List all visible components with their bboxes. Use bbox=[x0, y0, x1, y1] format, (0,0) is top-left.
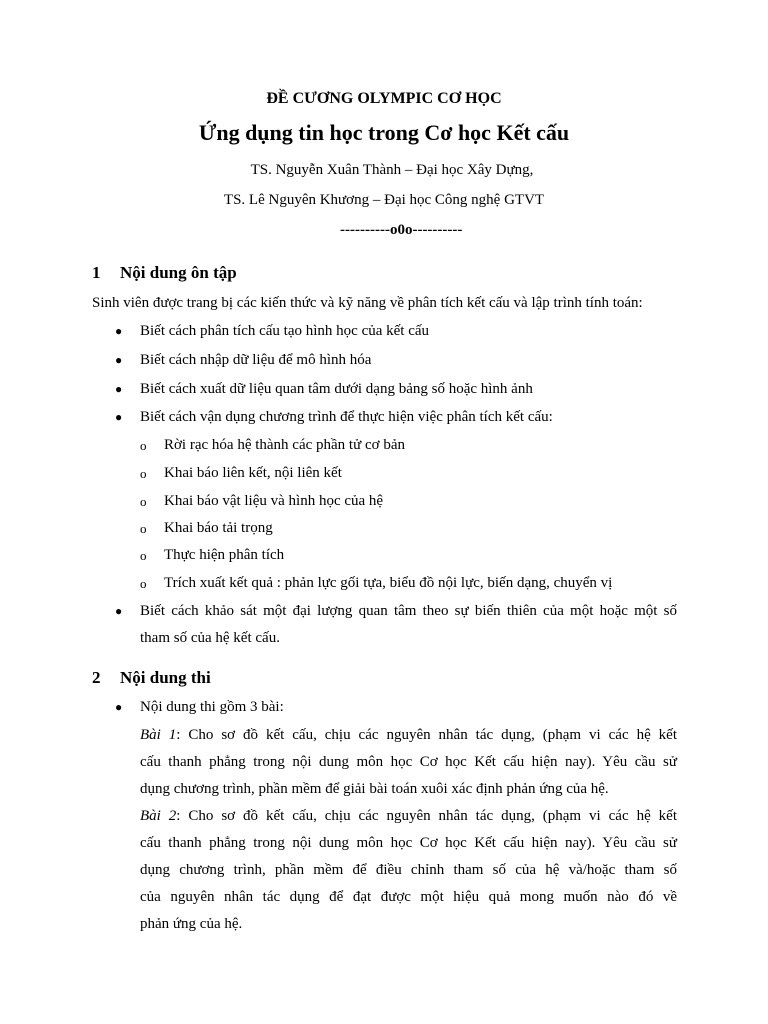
document-subtitle: Ứng dụng tin học trong Cơ học Kết cấu bbox=[198, 120, 570, 145]
text-line bbox=[140, 722, 677, 749]
bullet-icon: ● bbox=[115, 604, 123, 618]
list-item-text: Biết cách phân tích cấu tạo hình học của kết cấu bbox=[140, 323, 430, 339]
circle-bullet-icon: o bbox=[140, 521, 147, 536]
bai-2-label: Bài 2 bbox=[140, 808, 177, 824]
bullet-icon: ● bbox=[115, 700, 123, 714]
bai-1-label: Bài 1 bbox=[140, 727, 177, 743]
list-item-text: Biết cách xuất dữ liệu quan tâm dưới dạng bảng số hoặc hình ảnh bbox=[140, 381, 533, 397]
bai-2-line-1: : Cho sơ đồ kết cấu, chịu các nguyên nhân tác dụng, (phạm vi các hệ kết bbox=[176, 808, 677, 824]
exam-bai-2 bbox=[140, 803, 677, 938]
text-line: của nguyên nhân tác dụng để đạt được một hiệu quả mong muốn nào đó về bbox=[140, 889, 677, 905]
sub-list-item-text: Khai báo tải trọng bbox=[164, 520, 273, 536]
text-line: dụng chương trình, phần mềm để giải bài toán xuôi xác định phản ứng của hệ. bbox=[140, 781, 609, 797]
sub-list-item-text: Trích xuất kết quả : phản lực gối tựa, biểu đồ nội lực, biến dạng, chuyển vị bbox=[164, 575, 613, 591]
list-item-text: Biết cách nhập dữ liệu để mô hình hóa bbox=[140, 352, 372, 368]
sub-list-item-text: Khai báo liên kết, nội liên kết bbox=[164, 465, 342, 481]
bullet-icon: ● bbox=[115, 353, 123, 367]
exam-bai-1 bbox=[140, 722, 677, 803]
section-title: Nội dung ôn tập bbox=[120, 263, 237, 282]
section-2-heading bbox=[92, 667, 211, 689]
section-title: Nội dung thi bbox=[120, 668, 211, 687]
sub-list-item-text: Khai báo vật liệu và hình học của hệ bbox=[164, 493, 384, 509]
circle-bullet-icon: o bbox=[140, 576, 147, 591]
circle-bullet-icon: o bbox=[140, 494, 147, 509]
bullet-icon: ● bbox=[115, 410, 123, 424]
list-item-text: Biết cách vận dụng chương trình để thực hiện việc phân tích kết cấu: bbox=[140, 409, 553, 425]
author-line-1: TS. Nguyễn Xuân Thành – Đại học Xây Dựng, bbox=[250, 162, 534, 178]
bai-1-line-1: : Cho sơ đồ kết cấu, chịu các nguyên nhân tác dụng, (phạm vi các hệ kết bbox=[176, 727, 677, 743]
text-line: phản ứng của hệ. bbox=[140, 916, 243, 932]
text-line: cấu thanh phẳng trong nội dung môn học Cơ học Kết cấu hiện nay). Yêu cầu sử bbox=[140, 754, 677, 770]
circle-bullet-icon: o bbox=[140, 438, 147, 453]
text-line: cấu thanh phẳng trong nội dung môn học Cơ học Kết cấu hiện nay). Yêu cầu sử bbox=[140, 835, 677, 851]
text-line: dụng chương trình, phần mềm để điều chỉnh tham số của hệ và/hoặc tham số bbox=[140, 862, 677, 878]
list-item-text bbox=[140, 598, 677, 652]
section-number: 2 bbox=[92, 668, 101, 687]
sub-list-item-text: Rời rạc hóa hệ thành các phần tử cơ bản bbox=[164, 437, 405, 453]
circle-bullet-icon: o bbox=[140, 466, 147, 481]
text-line: Biết cách khảo sát một đại lượng quan tâm theo sự biến thiên của một hoặc một số bbox=[140, 603, 677, 619]
document-title: ĐỀ CƯƠNG OLYMPIC CƠ HỌC bbox=[266, 90, 502, 107]
sub-list-item-text: Thực hiện phân tích bbox=[164, 547, 285, 563]
bullet-icon: ● bbox=[115, 382, 123, 396]
section-1-heading bbox=[92, 262, 237, 284]
bullet-icon: ● bbox=[115, 324, 123, 338]
list-item-text: Nội dung thi gồm 3 bài: bbox=[140, 699, 284, 715]
text-line bbox=[140, 803, 677, 830]
section-1-intro: Sinh viên được trang bị các kiến thức và kỹ năng về phân tích kết cấu và lập trình tính toán: bbox=[92, 295, 643, 311]
section-number: 1 bbox=[92, 263, 101, 282]
circle-bullet-icon: o bbox=[140, 548, 147, 563]
author-line-2: TS. Lê Nguyên Khương – Đại học Công nghệ GTVT bbox=[223, 192, 545, 208]
text-line: tham số của hệ kết cấu. bbox=[140, 630, 280, 646]
separator: ----------o0o---------- bbox=[340, 222, 463, 238]
